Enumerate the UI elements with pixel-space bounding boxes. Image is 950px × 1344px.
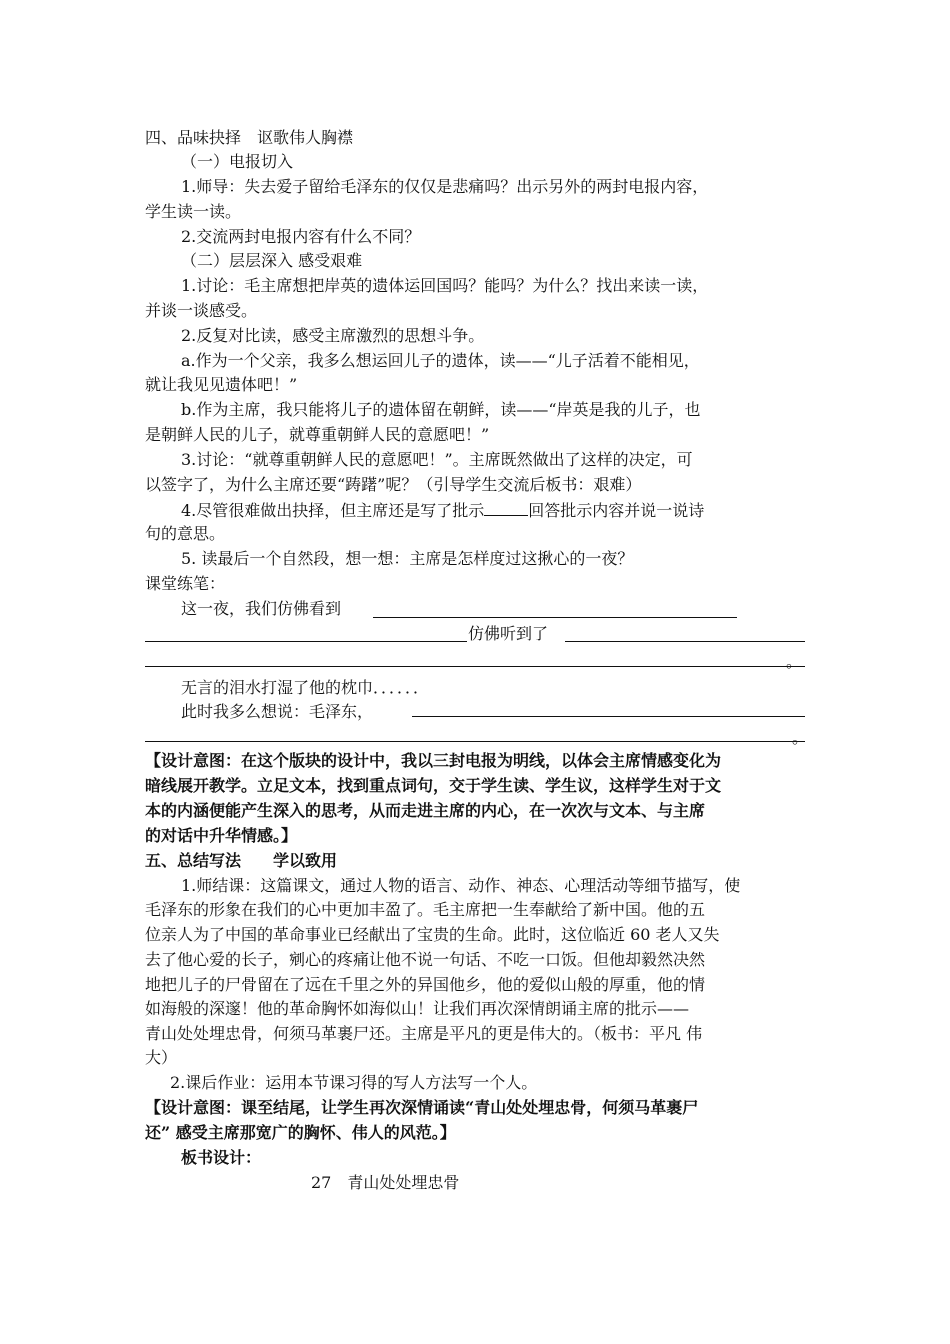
design-intent-2: 还” 感受主席那宽广的胸怀、伟人的风范。】 [145, 1123, 456, 1142]
board-design-label: 板书设计： [181, 1148, 262, 1167]
paragraph: 位亲人为了中国的革命事业已经献出了宝贵的生命。此时，这位临近 60 老人又失 [145, 925, 720, 944]
blank-line[interactable] [484, 497, 528, 516]
design-intent-1: 的对话中升华情感。】 [145, 826, 298, 845]
paragraph: 2.交流两封电报内容有什么不同？ [181, 227, 421, 246]
paragraph: 大） [145, 1048, 178, 1067]
paragraph: 是朝鲜人民的儿子，就尊重朝鲜人民的意愿吧！” [145, 425, 490, 444]
paragraph: 1.师导：失去爱子留给毛泽东的仅仅是悲痛吗？出示另外的两封电报内容， [181, 177, 709, 196]
subheading-deepen: （二）层层深入 感受艰难 [181, 251, 363, 270]
practice-line-tears: 无言的泪水打湿了他的枕巾．．．．．． [181, 678, 430, 697]
practice-line-hear: 仿佛听到了 [468, 624, 549, 643]
practice-line-see: 这一夜，我们仿佛看到 [181, 599, 342, 618]
practice-label: 课堂练笔： [145, 574, 226, 593]
paragraph: 5. 读最后一个自然段，想一想：主席是怎样度过这揪心的一夜？ [181, 549, 634, 568]
blank-line[interactable] [145, 741, 805, 742]
paragraph-text: 回答批示内容并说一说诗 [528, 501, 705, 520]
paragraph: 1.讨论：毛主席想把岸英的遗体运回国吗？能吗？为什么？找出来读一读， [181, 276, 709, 295]
paragraph: 青山处处埋忠骨，何须马革裹尸还。主席是平凡的更是伟大的。（板书：平凡 伟 [145, 1024, 703, 1043]
paragraph: 地把儿子的尸骨留在了远在千里之外的异国他乡，他的爱似山般的厚重，他的情 [145, 975, 706, 994]
period-mark: 。 [786, 652, 803, 671]
paragraph: a.作为一个父亲，我多么想运回儿子的遗体，读——“儿子活着不能相见， [181, 351, 700, 370]
paragraph: 去了他心爱的长子，剜心的疼痛让他不说一句话、不吃一口饭。但他却毅然决然 [145, 950, 706, 969]
blank-line[interactable] [373, 617, 737, 618]
design-intent-1: 暗线展开教学。立足文本，找到重点词句，交于学生读、学生议，这样学生对于文 [145, 776, 722, 795]
period-mark: 。 [792, 728, 809, 747]
subheading-telegram: （一）电报切入 [181, 152, 294, 171]
paragraph: 以签字了，为什么主席还要“踌躇”呢？（引导学生交流后板书：艰难） [145, 475, 642, 494]
paragraph: 3.讨论：“就尊重朝鲜人民的意愿吧！”。主席既然做出了这样的决定，可 [181, 450, 693, 469]
blank-line[interactable] [145, 666, 805, 667]
practice-line-say: 此时我多么想说：毛泽东， [181, 702, 374, 721]
paragraph: 句的意思。 [145, 524, 226, 543]
paragraph: 1.师结课：这篇课文，通过人物的语言、动作、神态、心理活动等细节描写，使 [181, 876, 741, 895]
board-design-title: 27 青山处处埋忠骨 [311, 1173, 460, 1192]
paragraph: 如海般的深邃！他的革命胸怀如海似山！让我们再次深情朗诵主席的批示—— [145, 999, 690, 1018]
paragraph: 学生读一读。 [145, 202, 242, 221]
blank-line[interactable] [145, 641, 467, 642]
section-5-heading: 五、总结写法 学以致用 [145, 851, 338, 870]
section-4-heading: 四、品味抉择 讴歌伟人胸襟 [145, 128, 354, 147]
paragraph: 并谈一谈感受。 [145, 301, 258, 320]
paragraph: 就让我见见遗体吧！” [145, 375, 298, 394]
blank-line[interactable] [565, 641, 805, 642]
design-intent-1: 本的内涵便能产生深入的思考，从而走进主席的内心，在一次次与文本、与主席 [145, 801, 706, 820]
paragraph-homework: 2.课后作业：运用本节课习得的写人方法写一个人。 [170, 1073, 538, 1092]
design-intent-1: 【设计意图：在这个版块的设计中，我以三封电报为明线，以体会主席情感变化为 [145, 751, 722, 770]
paragraph-text: 4.尽管很难做出抉择，但主席还是写了批示 [181, 501, 485, 520]
paragraph: 2.反复对比读，感受主席激烈的思想斗争。 [181, 326, 485, 345]
blank-line[interactable] [412, 716, 805, 717]
paragraph: b.作为主席，我只能将儿子的遗体留在朝鲜，读——“岸英是我的儿子，也 [181, 400, 701, 419]
design-intent-2: 【设计意图：课至结尾，让学生再次深情诵读“青山处处埋忠骨，何须马革裹尸 [145, 1098, 699, 1117]
paragraph: 毛泽东的形象在我们的心中更加丰盈了。毛主席把一生奉献给了新中国。他的五 [145, 900, 706, 919]
paragraph [181, 497, 704, 523]
